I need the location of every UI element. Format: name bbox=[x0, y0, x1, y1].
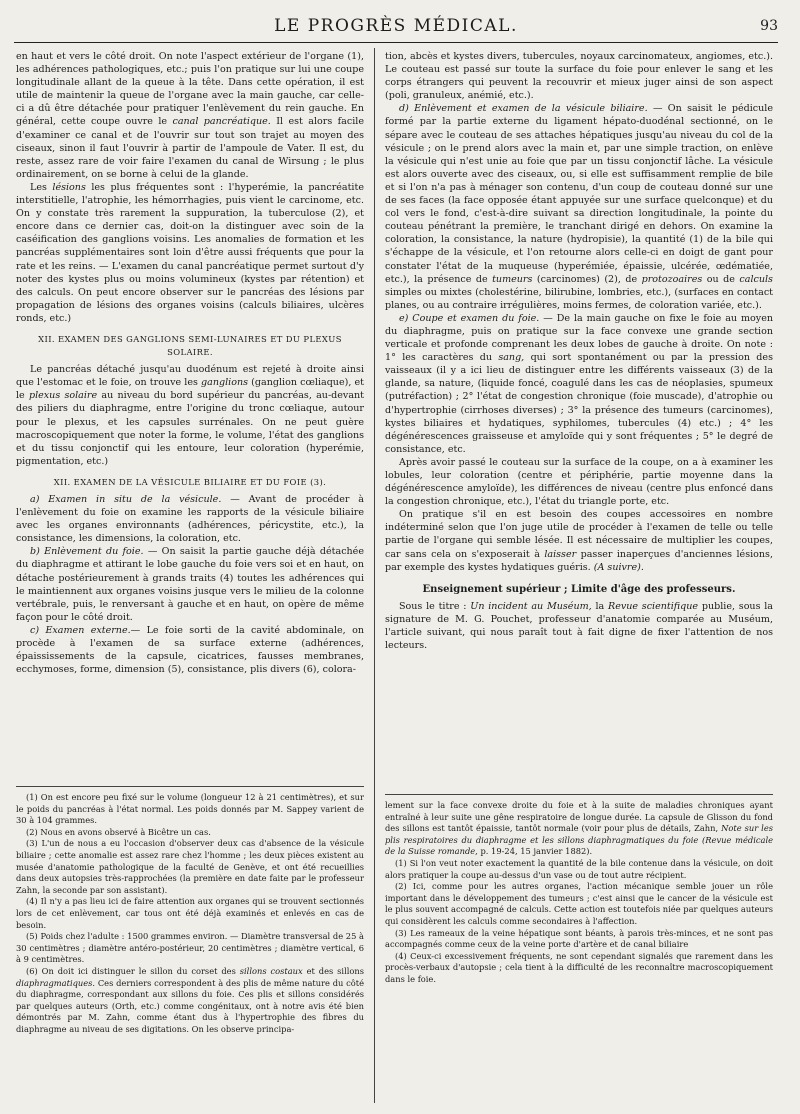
footnote: lement sur la face convexe droite du foie et à la suite de maladies chroniques ayant entraîné à leur suite une gêne respiratoire de longue durée. La capsule de Glisson du fond des sillons est tantôt épaissie, tantôt normale (voir pour plus de détails, Zahn, Note sur les plis respiratoires du diaphragme et les sillons diaphragmatiques du foie (Revue médicale de la Suisse romande, p. 19-24, 15 janvier 1882). bbox=[385, 800, 773, 857]
paragraph: On pratique s'il en est besoin des coupes accessoires en nombre indéterminé selon que l'on juge utile de procéder à l'examen de telle ou telle partie de l'organe qui semble lésée. Il est nécessaire de multiplier les coupes, car sans cela on s'exposerait à laisser passer inaperçues d'anciennes lésions, par exemple des kystes hydatiques guéris. (A suivre). bbox=[385, 509, 773, 573]
paragraph: Le pancréas détaché jusqu'au duodénum est rejeté à droite ainsi que l'estomac et le foie, on trouve les ganglions (ganglion cœliaque), et le plexus solaire au niveau du bord supérieur du pancréas, au-devant des piliers du diaphragme, entre l'origine du tronc cœliaque, autour pour le plexus, et les capsules surrénales. On ne peut guère macroscopiquement que noter la forme, le volume, l'état des ganglions et du tissu conjonctif qui les entoure, leur coloration (hyperémie, pigmentation, etc.) bbox=[16, 364, 364, 467]
footnote: (4) Il n'y a pas lieu ici de faire attention aux organes qui se trouvent sectionnés lors de cet enlèvement, car tous ont été déjà examinés et enlevés en cas de besoin. bbox=[16, 896, 364, 930]
journal-title: LE PROGRÈS MÉDICAL. bbox=[274, 16, 518, 36]
footnote: (6) On doit ici distinguer le sillon du corset des sillons costaux et des sillons diaphragmatiques. Ces derniers correspondent à des plis de même nature du côté du diaphragme, correspondant aux sillons du foie. Ces plis et sillons considérés par quelques auteurs (Orth, etc.) comme congénitaux, ont à notre avis été bien démontrés par M. Zahn, comme étant dus à l'hypertrophie des fibres du diaphragme au niveau de ses digitations. On les observe principa- bbox=[16, 965, 364, 1034]
paragraph: c) Examen externe.— Le foie sorti de la cavité abdominale, on procède à l'examen de sa surface externe (adhérences, épaississements de la capsule, cicatrices, fausses membranes, ecchymoses, forme, dimension (5), consistance, plis divers (6), colora- bbox=[16, 624, 364, 676]
footnote: (4) Ceux-ci excessivement fréquents, ne sont cependant signalés que rarement dans les procès-verbaux d'autopsie ; cela tient à la difficulté de les reconnaître macroscopiquement dans le foie. bbox=[385, 950, 773, 984]
paragraph: e) Coupe et examen du foie. — De la main gauche on fixe le foie au moyen du diaphragme, puis on pratique sur la face convexe une grande section verticale et profonde comprenant les deux lobes de gauche à droite. On note : 1° les caractères du sang, qui sort spontanément ou par la pression des vaisseaux (il y a ici lieu de distinguer entre les différents vaisseaux (3) de la glande, sa nature, (liquide foncé, coagulé dans les cas de néoplasies, spumeux (putréfaction) ; 2° l'état de congestion chronique (foie muscade), d'atrophie ou d'hypertrophie (cirrhoses diverses) ; 3° la présence des tumeurs (carcinomes), kystes biliaires et hydatiques, syphilomes, tubercules (4) etc.) ; 4° les dégénérescences graisseuse et amyloïde qui y sont fréquentes ; 5° le degré de consistance, etc. bbox=[385, 312, 773, 455]
footnote: (5) Poids chez l'adulte : 1500 grammes environ. — Diamètre transversal de 25 à 30 centimètres ; diamètre antéro-postérieur, 20 centimètres ; diamètre vertical, 6 à 9 centimètres. bbox=[16, 931, 364, 965]
section-heading-xii-vesicule: XII. EXAMEN DE LA VÉSICULE BILIAIRE ET DU FOIE (3). bbox=[53, 476, 327, 487]
page-number: 93 bbox=[760, 18, 778, 34]
section-heading-xii-ganglions: XII. EXAMEN DES GANGLIONS SEMI-LUNAIRES ET DU PLEXUS SOLAIRE. bbox=[38, 333, 342, 358]
article-heading: Enseignement supérieur ; Limite d'âge des professeurs. bbox=[422, 583, 736, 595]
footnote: (2) Nous en avons observé à Bicêtre un cas. bbox=[26, 826, 211, 837]
paragraph: d) Enlèvement et examen de la vésicule biliaire. — On saisit le pédicule formé par la partie externe du ligament hépato-duodénal sectionné, on le sépare avec le couteau de ses attaches hépatiques jusqu'au niveau du col de la vésicule ; on le prend alors avec la main et, par une simple traction, on enlève la vésicule qui n'est unie au foie que par un tissu conjonctif lâche. La vésicule est alors ouverte avec des ciseaux, ou, si elle est suffisamment remplie de bile et si l'on n'a pas à ménager son contenu, d'un coup de couteau donné sur une de ses faces (la face opposée étant appuyée sur une surface quelconque) et du col vers le fond, c'est-à-dire suivant sa direction longitudinale, la pointe du couteau pénétrant la première, le tranchant dirigé en dehors. On examine la coloration, la consistance, la nature (hydropisie), la quantité (1) de la bile qui s'échappe de la vésicule, et l'on retourne alors celle-ci en doigt de gant pour constater l'état de la muqueuse (hyperémiée, épaissie, ulcérée, œdématiée, etc.), la présence de tumeurs (carcinomes) (2), de protozoaires ou de calculs simples ou mixtes (cholestérine, bilirubine, lombries, etc.), (surfaces en contact planes, ou au contraire irrégulières, moins fermes, de coloration variée, etc.). bbox=[385, 103, 773, 311]
left-column bbox=[16, 50, 364, 780]
footnote: (3) Les rameaux de la veine hépatique sont béants, à parois très-minces, et ne sont pas accompagnés comme ceux de la veine porte d'artère et de canal biliaire bbox=[385, 927, 773, 950]
footnotes-right bbox=[385, 800, 773, 1080]
footnote: (2) Ici, comme pour les autres organes, l'action mécanique semble jouer un rôle important dans le développement des tumeurs ; c'est ainsi que le cancer de la vésicule est le plus souvent accompagné de calculs. Cette action est toutefois niée par quelques auteurs qui considèrent les calculs comme secondaires à l'affection. bbox=[385, 881, 773, 926]
footnote: (1) On est encore peu fixé sur le volume (longueur 12 à 21 centimètres), et sur le poids du pancréas à l'état normal. Les poids donnés par M. Sappey varient de 30 à 104 grammes. bbox=[16, 792, 364, 826]
paragraph: a) Examen in situ de la vésicule. — Avant de procéder à l'enlèvement du foie on examine les rapports de la vésicule biliaire avec les organes environnants (adhérences, péricystite, etc.), la consistance, les dimensions, la coloration, etc. bbox=[16, 494, 364, 545]
footnote-rule-right bbox=[385, 794, 773, 795]
running-header bbox=[14, 8, 778, 43]
footnote-rule-left bbox=[16, 786, 364, 787]
footnote: (3) L'un de nous a eu l'occasion d'observer deux cas d'absence de la vésicule biliaire ; cette anomalie est assez rare chez l'homme ; les deux pièces existent au musée d'anatomie pathologique de la faculté de Genève, et ont été recueillies dans deux autopsies très-rapprochées (la première en date faite par le professeur Zahn, la seconde par son assistant). bbox=[16, 838, 364, 895]
footnote: (1) Si l'on veut noter exactement la quantité de la bile contenue dans la vésicule, on doit alors pratiquer la coupe au-dessus d'un vase ou de tout autre récipient. bbox=[385, 857, 773, 880]
paragraph: Sous le titre : Un incident au Muséum, la Revue scientifique publie, sous la signature de M. G. Pouchet, professeur d'anatomie comparée au Muséum, l'article suivant, qui nous paraît tout à fait digne de fixer l'attention de nos lecteurs. bbox=[385, 600, 773, 652]
paragraph: tion, abcès et kystes divers, tubercules, noyaux carcinomateux, angiomes, etc.). Le couteau est passé sur toute la surface du foie pour enlever le sang et les corps étrangers qui peuvent la recouvrir et mieux juger ainsi de son aspect (poli, granuleux, anémié, etc.). bbox=[385, 51, 773, 102]
right-column bbox=[385, 50, 773, 788]
paragraph: Après avoir passé le couteau sur la surface de la coupe, on a à examiner les lobules, leur coloration (centre et périphérie, partie moyenne dans la dégénérescence amyloïde), les différences de niveau (centre plus enfoncé dans la congestion chronique, etc.), l'état du triangle porte, etc. bbox=[385, 456, 773, 508]
footnotes-left bbox=[16, 792, 364, 1104]
paragraph: b) Enlèvement du foie. — On saisit la partie gauche déjà détachée du diaphragme et attirant le lobe gauche du foie vers soi et en haut, on détache postérieurement à grands traits (4) toutes les adhérences qui le maintiennent aux organes voisins jusque vers le milieu de la colonne vertébrale, puis, le renversant à gauche et en haut, on opère de même façon pour le côté droit. bbox=[16, 546, 364, 623]
paragraph: Les lésions les plus fréquentes sont : l'hyperémie, la pancréatite interstitielle, l'atrophie, les hémorrhagies, puis vient le carcinome, etc. On y constate très rarement la suppuration, la tuberculose (2), et encore dans ce dernier cas, doit-on la distinguer avec soin de la caséification des ganglions voisins. Les anomalies de formation et les pancréas supplémentaires sont loin d'être aussi fréquents que pour la rate et les reins. — L'examen du canal pancréatique permet surtout d'y noter des kystes plus ou moins volumineux (kystes par rétention) et des calculs. On peut encore observer sur le pancréas des lésions par propagation de lésions des organes voisins (calculs biliaires, ulcères ronds, etc.) bbox=[16, 181, 364, 324]
column-divider bbox=[374, 48, 375, 1103]
paragraph: en haut et vers le côté droit. On note l'aspect extérieur de l'organe (1), les adhérences pathologiques, etc.; puis l'on pratique sur lui une coupe longitudinale allant de la queue à la tête. Dans cette opération, il est utile de maintenir la queue de l'organe avec la main gauche, car celle-ci a dû être détachée pour pratiquer l'enlèvement du rein gauche. En général, cette coupe ouvre le canal pancréatique. Il est alors facile d'examiner ce canal et de l'ouvrir sur tout son trajet au moyen des ciseaux, sinon il faut l'ouvrir à partir de l'ampoule de Vater. Il est, du reste, assez rare de voir faire l'examen du canal de Wirsung ; le plus ordinairement, on se borne à celui de la glande. bbox=[16, 51, 364, 180]
